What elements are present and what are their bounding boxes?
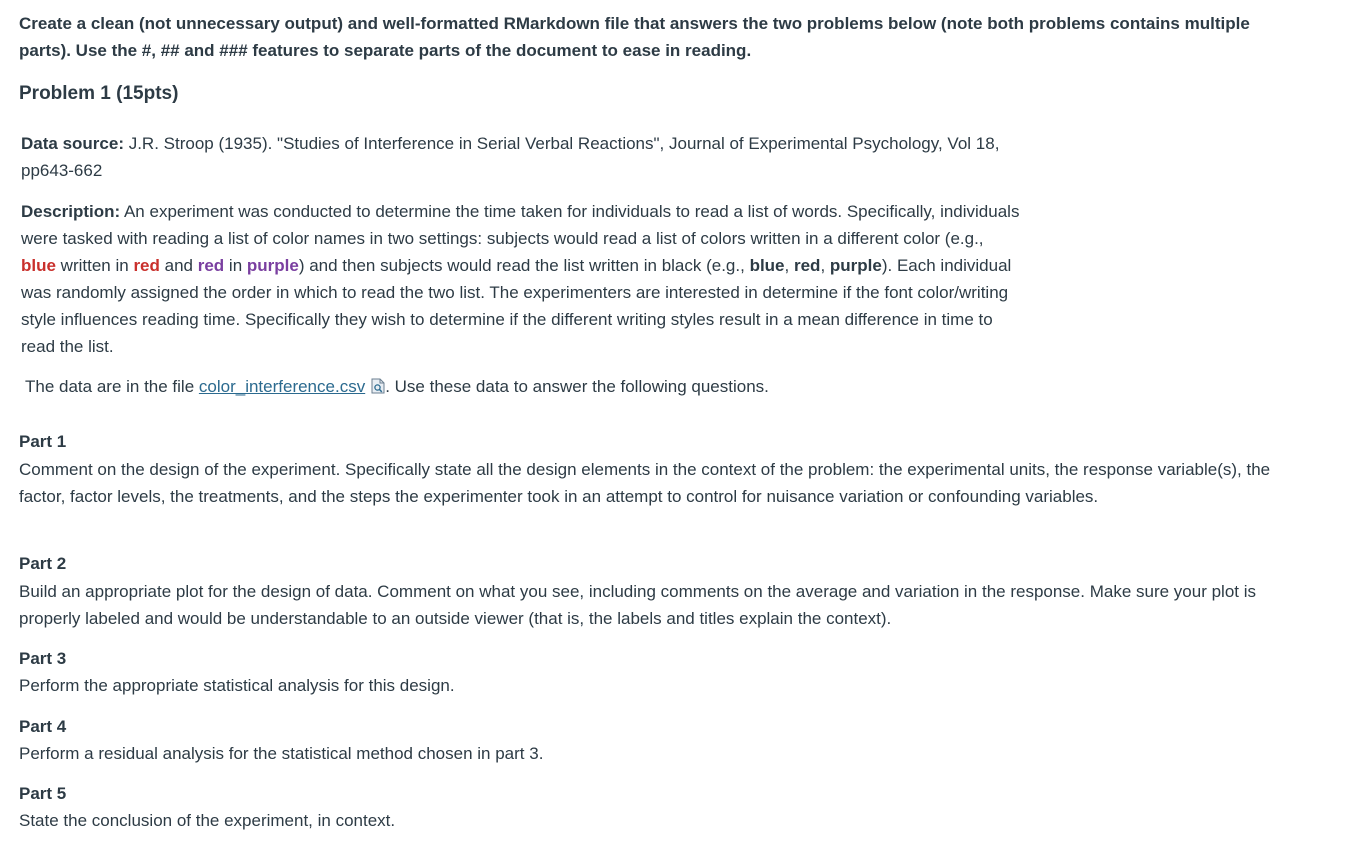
data-source-text: J.R. Stroop (1935). "Studies of Interference in Serial Verbal Reactions", Journal of Experimental Psychology, Vol 18, pp643-662 bbox=[21, 134, 1000, 180]
description-paragraph bbox=[21, 198, 1021, 360]
description-text-3: and bbox=[159, 256, 198, 275]
assignment-instructions: Create a clean (not unnecessary output) and well-formatted RMarkdown file that answers the two problems below (note both problems contains multiple parts). Use the #, ## and ### features to separate parts of the document to ease in reading. bbox=[19, 14, 1250, 60]
word-purple: purple bbox=[246, 256, 299, 275]
part-4-heading: Part 4 bbox=[19, 717, 67, 736]
problem-1-title: Problem 1 (15pts) bbox=[19, 83, 179, 104]
part-3-heading: Part 3 bbox=[19, 649, 67, 668]
part-2-text: Build an appropriate plot for the design of data. Comment on what you see, including comments on the average and variation in the response. Make sure your plot is properly labeled and would be understandable to an outside viewer (that is, the labels and titles explain the context). bbox=[19, 582, 1256, 628]
data-file-after: . Use these data to answer the following questions. bbox=[385, 377, 769, 396]
description-text-6: ). Each individual was randomly assigned the order in which to read the two list. The experimenters are interested in determine if the font color/writing style influences reading time. Specifically they wish to determine if the different writing styles result in a mean difference in time to read the list. bbox=[21, 256, 1012, 356]
description-text-4: in bbox=[224, 256, 247, 275]
word-red-in-purple: red bbox=[197, 256, 225, 275]
part-1-text: Comment on the design of the experiment. Specifically state all the design elements in the context of the problem: the experimental units, the response variable(s), the factor, factor levels, the treatments, and the steps the experimenter took in an attempt to control for nuisance variation or confounding variables. bbox=[19, 460, 1271, 506]
word-red: red bbox=[133, 256, 160, 275]
data-source-label: Data source: bbox=[21, 134, 124, 153]
description-text-1: An experiment was conducted to determine the time taken for individuals to read a list of words. Specifically, individuals were tasked with reading a list of color names in two settings: subjects would read a list of colors written in a different color (e.g., bbox=[21, 202, 1020, 248]
word-blue-in-red: blue bbox=[21, 256, 56, 275]
part-5-text: State the conclusion of the experiment, in context. bbox=[19, 811, 396, 830]
data-source-paragraph bbox=[21, 130, 1021, 184]
word-red-black: red bbox=[793, 256, 821, 275]
part-1-heading: Part 1 bbox=[19, 432, 67, 451]
word-blue-black: blue bbox=[749, 256, 785, 275]
description-text-5: ) and then subjects would read the list written in black (e.g., bbox=[298, 256, 750, 275]
data-file-before: The data are in the file bbox=[25, 377, 199, 396]
data-file-paragraph bbox=[25, 373, 1025, 400]
csv-file-link[interactable]: color_interference.csv bbox=[198, 377, 366, 396]
separator: , bbox=[784, 256, 794, 275]
word-purple-black: purple bbox=[829, 256, 882, 275]
part-5-heading: Part 5 bbox=[19, 784, 67, 803]
file-preview-icon[interactable] bbox=[371, 375, 385, 391]
part-2-heading: Part 2 bbox=[19, 554, 67, 573]
part-4-text: Perform a residual analysis for the statistical method chosen in part 3. bbox=[19, 744, 544, 763]
description-label: Description: bbox=[21, 202, 121, 221]
part-3-text: Perform the appropriate statistical analysis for this design. bbox=[19, 676, 455, 695]
description-text-2: written in bbox=[55, 256, 134, 275]
separator: , bbox=[820, 256, 830, 275]
